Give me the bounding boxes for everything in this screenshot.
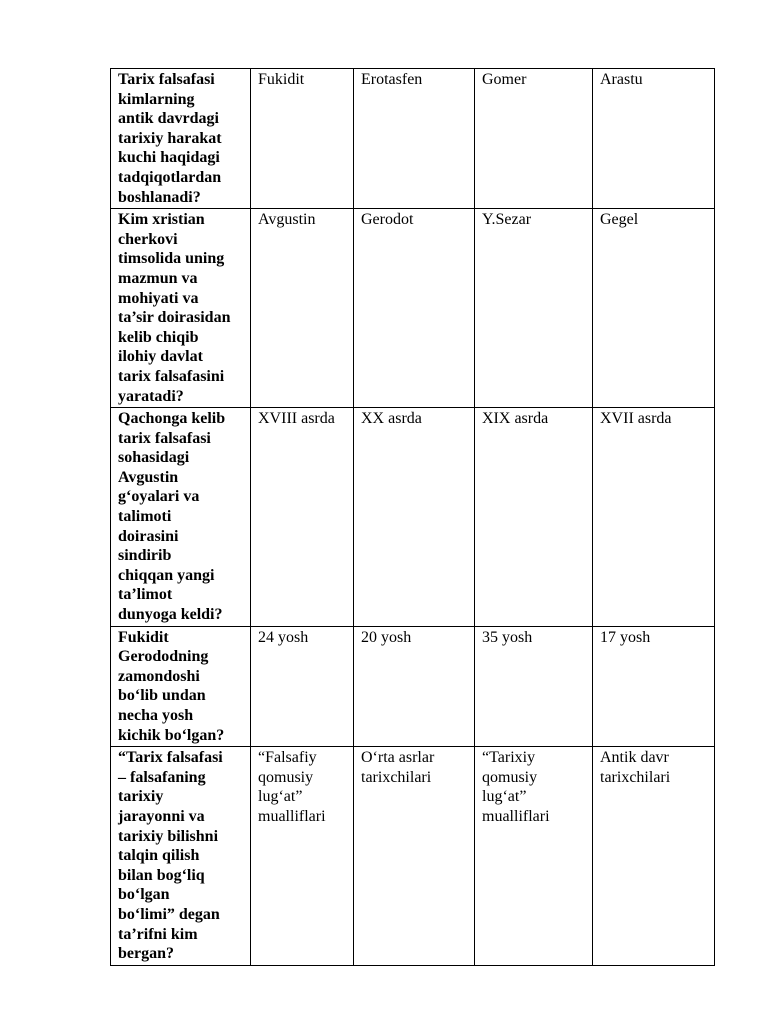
option-cell: Fukidit (251, 69, 354, 209)
table-row (111, 69, 715, 209)
quiz-table (110, 68, 715, 966)
question-cell: “Tarix falsafasi – falsafaning tarixiy jarayonni va tarixiy bilishni talqin qilish bilan bog‘liq bo‘lgan bo‘limi” degan ta’rifni kim bergan? (111, 747, 251, 966)
table-row (111, 747, 715, 966)
option-cell: Antik davr tarixchilari (593, 747, 715, 966)
option-cell: XIX asrda (475, 408, 593, 627)
option-cell: 35 yosh (475, 626, 593, 747)
option-cell: 17 yosh (593, 626, 715, 747)
option-cell: XX asrda (354, 408, 475, 627)
option-cell: “Tarixiy qomusiy lug‘at” mualliflari (475, 747, 593, 966)
option-cell: Gegel (593, 209, 715, 408)
question-cell: Kim xristian cherkovi timsolida uning mazmun va mohiyati va ta’sir doirasidan kelib chiqib ilohiy davlat tarix falsafasini yaratadi? (111, 209, 251, 408)
table-row (111, 626, 715, 747)
table-row (111, 408, 715, 627)
option-cell: Y.Sezar (475, 209, 593, 408)
option-cell: 20 yosh (354, 626, 475, 747)
option-cell: XVIII asrda (251, 408, 354, 627)
option-cell: Arastu (593, 69, 715, 209)
option-cell: Gomer (475, 69, 593, 209)
option-cell: Avgustin (251, 209, 354, 408)
option-cell: XVII asrda (593, 408, 715, 627)
option-cell: 24 yosh (251, 626, 354, 747)
option-cell: Gerodot (354, 209, 475, 408)
table-row (111, 209, 715, 408)
option-cell: O‘rta asrlar tarixchilari (354, 747, 475, 966)
question-cell: Fukidit Gerododning zamondoshi bo‘lib undan necha yosh kichik bo‘lgan? (111, 626, 251, 747)
question-cell: Qachonga kelib tarix falsafasi sohasidagi Avgustin g‘oyalari va talimoti doirasini sindirib chiqqan yangi ta’limot dunyoga keldi? (111, 408, 251, 627)
option-cell: “Falsafiy qomusiy lug‘at” mualliflari (251, 747, 354, 966)
question-cell: Tarix falsafasi kimlarning antik davrdagi tarixiy harakat kuchi haqidagi tadqiqotlardan boshlanadi? (111, 69, 251, 209)
option-cell: Erotasfen (354, 69, 475, 209)
